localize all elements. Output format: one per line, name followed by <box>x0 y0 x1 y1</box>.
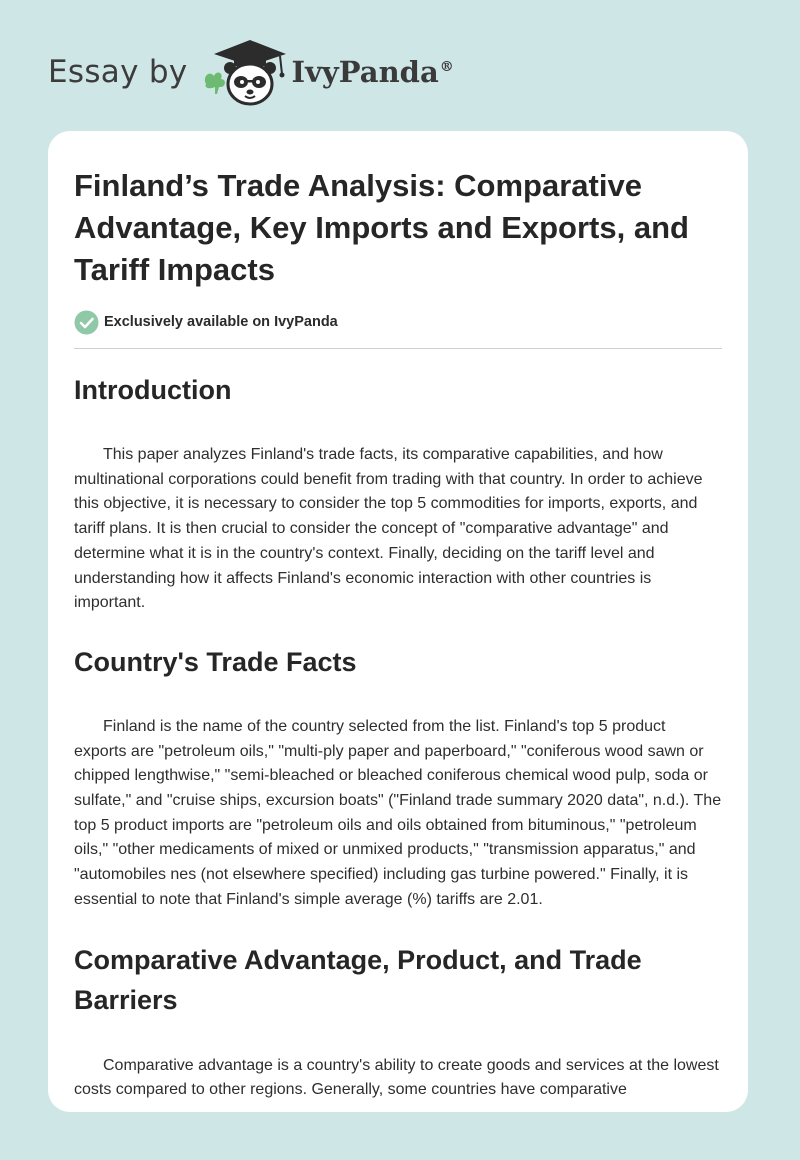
brand-name: IvyPanda® <box>291 55 454 89</box>
checkmark-badge-icon <box>74 310 99 335</box>
registered-mark: ® <box>439 59 454 76</box>
section-heading-trade-facts: Country's Trade Facts <box>74 646 357 677</box>
title-divider <box>74 348 722 349</box>
section-body-trade-facts: Finland is the name of the country selected from the list. Finland's top 5 product exports are "petroleum oils," "multi-ply paper and paperboard," "coniferous wood sawn or chipped lengthwise," "semi-bleached or bleached coniferous chemical wood pulp, soda or sulfate," and "cruise ships, excursion boats" ("Finland trade summary 2020 data", n.d.). The top 5 product imports are "petroleum oils and oils obtained from bituminous," "petroleum oils," "other medicaments of mixed or unmixed products," "transmission apparatus," and "automobiles nes (not elsewhere specified) including gas turbine powered." Finally, it is essential to note that Finland's simple average (%) tariffs are 2.01. <box>74 717 722 908</box>
section-body-comparative-advantage: Comparative advantage is a country's ability to create goods and services at the lowest costs compared to other regions. Generally, some countries have comparative <box>74 1056 719 1099</box>
exclusive-badge <box>74 309 722 335</box>
panda-logo-icon <box>200 32 290 112</box>
section-heading-introduction: Introduction <box>74 375 232 405</box>
exclusive-badge-text: Exclusively available on IvyPanda <box>104 314 338 330</box>
site-header <box>0 0 800 130</box>
brand-prefix: Essay by <box>48 54 188 90</box>
section-body-introduction: This paper analyzes Finland's trade facts, its comparative capabilities, and how multinational corporations could benefit from trading with that country. In order to achieve this objective, it is necessary to consider the top 5 commodities for imports, exports, and tariff plans. It is then crucial to consider the concept of "comparative advantage" and determine what it is in the country's context. Finally, deciding on the tariff level and understanding how it affects Finland's economic interaction with other countries is important. <box>74 446 703 612</box>
brand-logo[interactable] <box>48 32 454 112</box>
section-heading-comparative-advantage: Comparative Advantage, Product, and Trade Barriers <box>74 944 642 1015</box>
essay-card <box>48 131 748 1112</box>
essay-title: Finland’s Trade Analysis: Comparative Advantage, Key Imports and Exports, and Tariff Impacts <box>74 168 689 287</box>
